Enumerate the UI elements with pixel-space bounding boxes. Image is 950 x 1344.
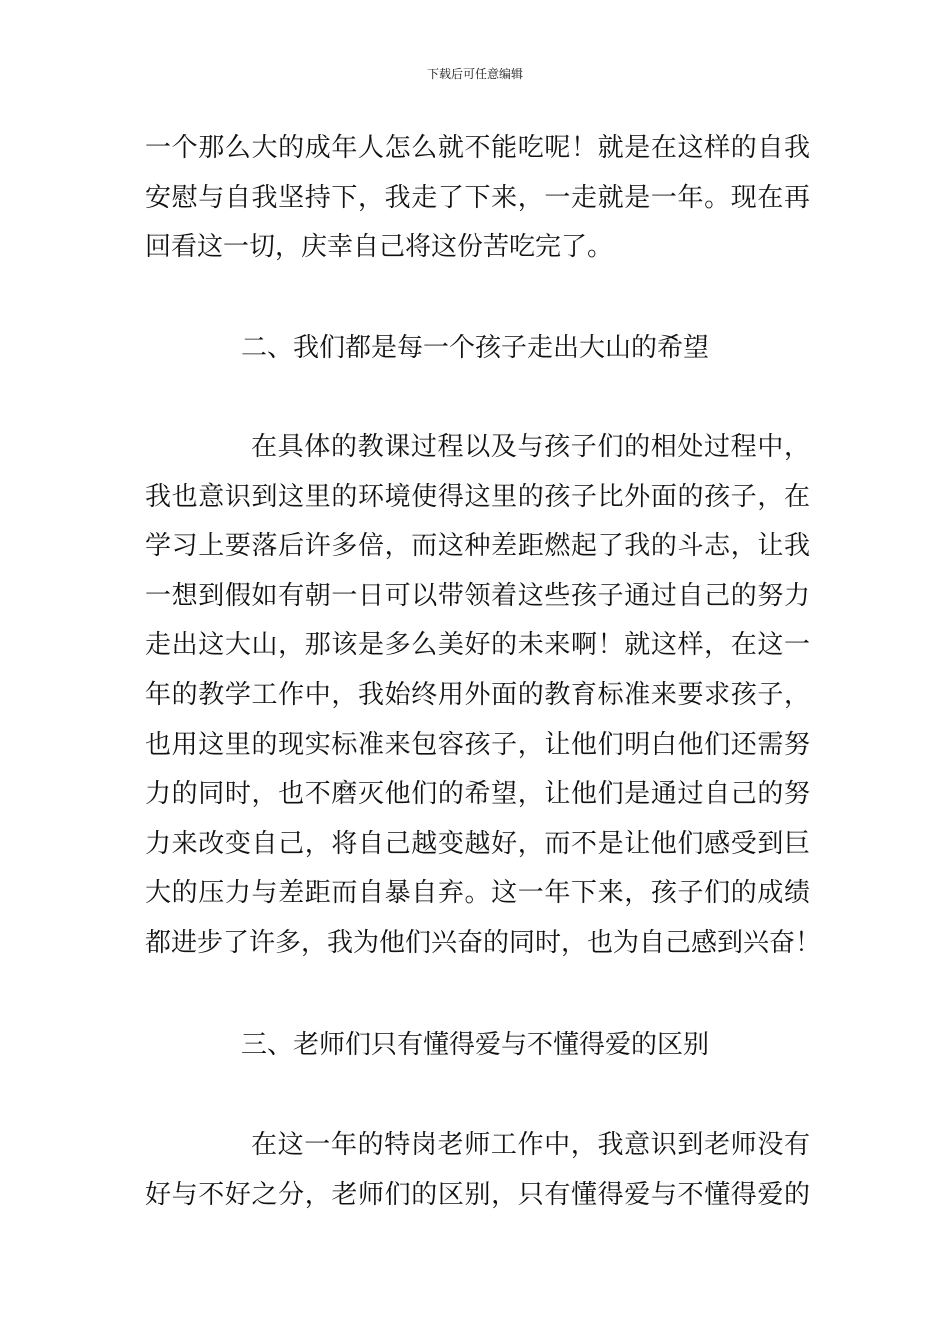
- paragraph-2-line-7: 也用这里的现实标准来包容孩子，让他们明白他们还需努: [145, 729, 810, 760]
- section-heading-2: 二、我们都是每一个孩子走出大山的希望: [240, 333, 709, 363]
- paragraph-2-line-8: 力的同时，也不磨灭他们的希望，让他们是通过自己的努: [145, 779, 810, 810]
- paragraph-2-line-5: 走出这大山，那该是多么美好的未来啊！就这样，在这一: [145, 630, 810, 661]
- paragraph-1: [145, 124, 810, 273]
- paragraph-3-line-1: 在这一年的特岗老师工作中，我意识到老师没有: [251, 1130, 810, 1160]
- paragraph-2-line-3: 学习上要落后许多倍，而这种差距燃起了我的斗志，让我: [145, 531, 810, 562]
- paragraph-2-line-9: 力来改变自己，将自己越变越好，而不是让他们感受到巨: [145, 828, 810, 859]
- paragraph-2-line-1: 在具体的教课过程以及与孩子们的相处过程中，: [251, 432, 810, 462]
- paragraph-2-line-6: 年的教学工作中，我始终用外面的教育标准来要求孩子，: [145, 679, 810, 710]
- section-heading-3: 三、老师们只有懂得爱与不懂得爱的区别: [240, 1030, 709, 1060]
- paragraph-2-line-4: 一想到假如有朝一日可以带领着这些孩子通过自己的努力: [145, 580, 810, 611]
- paragraph-2-line-11: 都进步了许多，我为他们兴奋的同时，也为自己感到兴奋！: [145, 927, 822, 958]
- paragraph-2-line-2: 我也意识到这里的环境使得这里的孩子比外面的孩子，在: [145, 481, 810, 512]
- paragraph-2: [145, 423, 822, 969]
- paragraph-3-line-2: 好与不好之分，老师们的区别，只有懂得爱与不懂得爱的: [145, 1179, 810, 1210]
- page-header: 下载后可任意编辑: [426, 67, 523, 81]
- paragraph-2-line-10: 大的压力与差距而自暴自弃。这一年下来，孩子们的成绩: [145, 878, 810, 909]
- paragraph-1-line-3: 回看这一切，庆幸自己将这份苦吃完了。: [145, 232, 614, 263]
- paragraph-3: [145, 1121, 810, 1220]
- paragraph-1-line-1: 一个那么大的成年人怎么就不能吃呢！就是在这样的自我: [145, 133, 810, 163]
- paragraph-1-line-2: 安慰与自我坚持下，我走了下来，一走就是一年。现在再: [145, 182, 810, 213]
